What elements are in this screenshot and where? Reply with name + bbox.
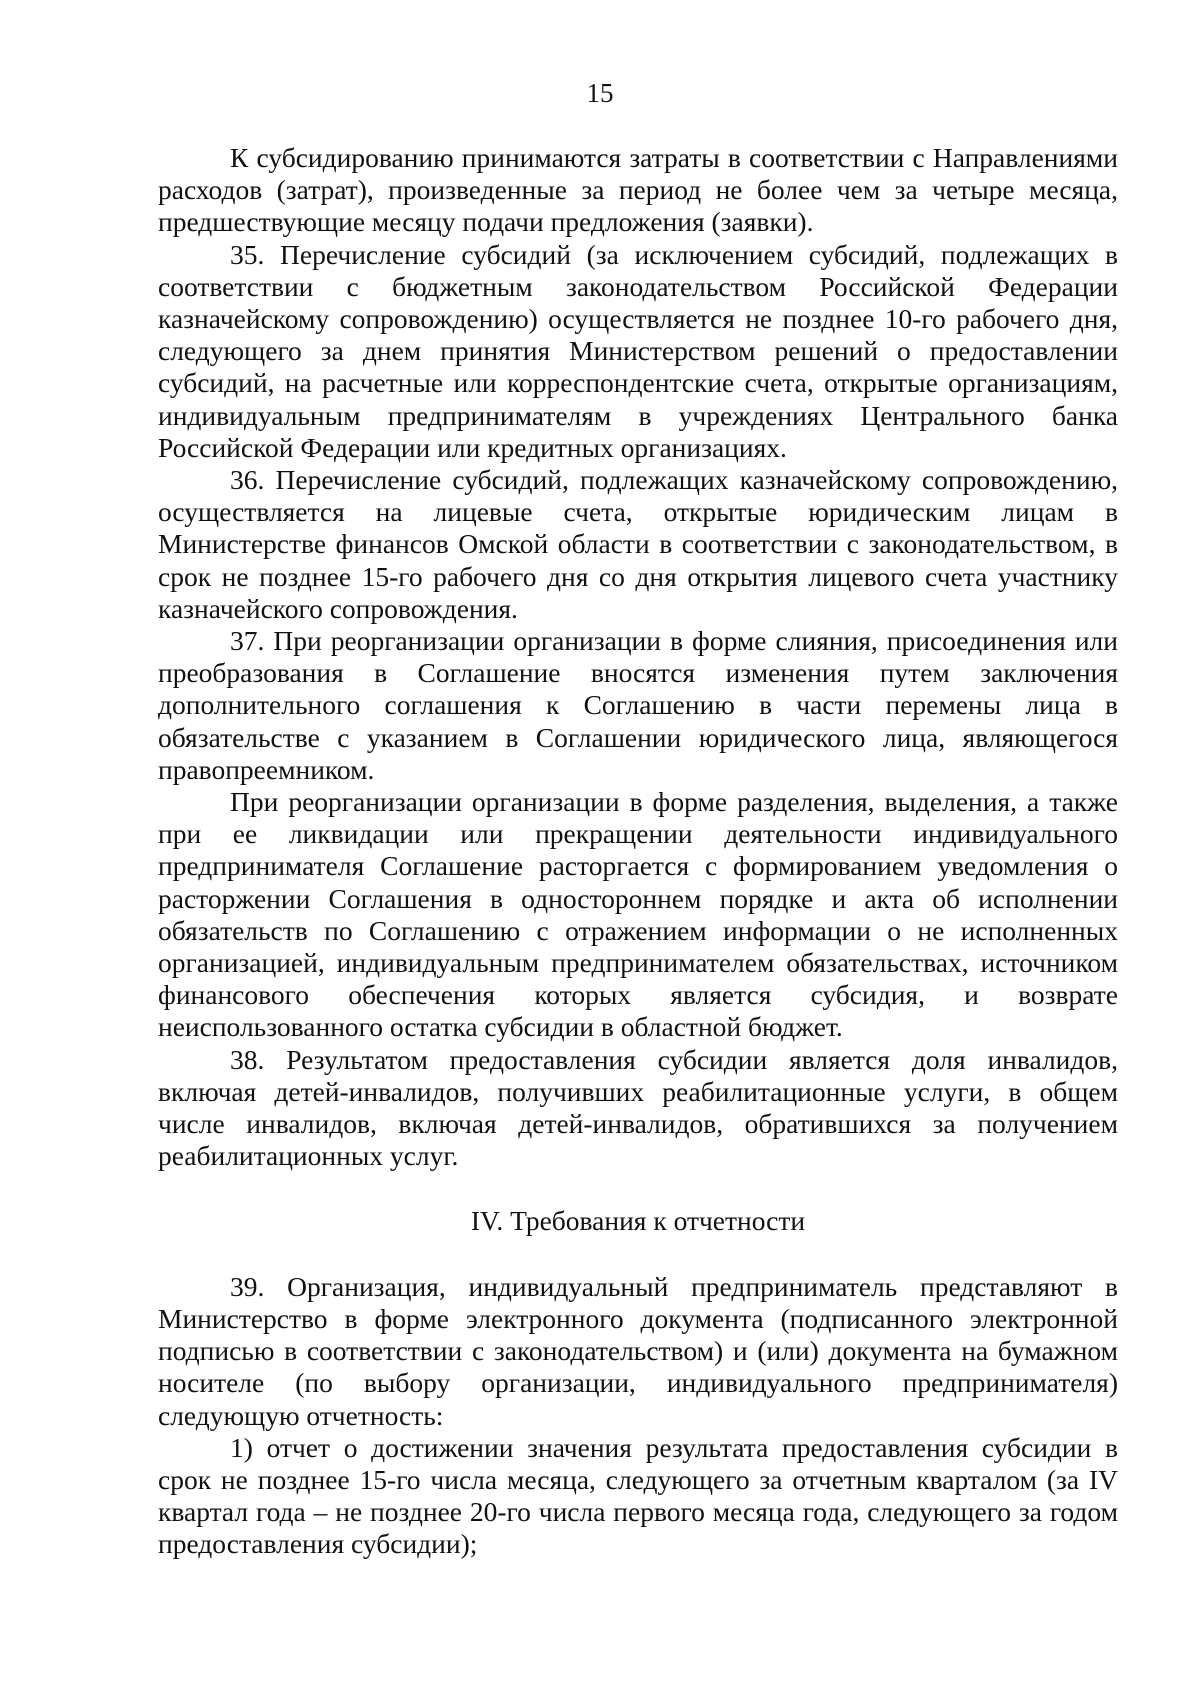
document-body	[158, 142, 1118, 1561]
paragraph-36: 36. Перечисление субсидий, подлежащих казначейскому сопровождению, осуществляется на лицевые счета, открытые юридическим лицам в Министерстве финансов Омской области в соответствии с законодательством, в срок не позднее 15-го рабочего дня со дня открытия лицевого счета участнику казначейского сопровождения.	[158, 464, 1118, 624]
page-number: 15	[586, 78, 614, 108]
paragraph-37-reorganization: При реорганизации организации в форме разделения, выделения, а также при ее ликвидации или прекращении деятельности индивидуального предпринимателя Соглашение расторгается с формированием уведомления о расторжении Соглашения в одностороннем порядке и акта об исполнении обязательств по Соглашению с отражением информации о не исполненных организацией, индивидуальным предпринимателем обязательствах, источником финансового обеспечения которых является субсидия, и возврате неиспользованного остатка субсидии в областной бюджет.	[158, 786, 1118, 1043]
paragraph-39: 39. Организация, индивидуальный предприниматель представляют в Министерство в форме электронного документа (подписанного электронной подписью в соответствии с законодательством) и (или) документа на бумажном носителе (по выбору организации, индивидуального предпринимателя) следующую отчетность:	[158, 1270, 1118, 1431]
paragraph-37: 37. При реорганизации организации в форме слияния, присоединения или преобразования в Соглашение вносятся изменения путем заключения дополнительного соглашения к Соглашению в части перемены лица в обязательстве с указанием в Соглашении юридического лица, являющегося правопреемником.	[158, 625, 1118, 785]
paragraph-35: 35. Перечисление субсидий (за исключением субсидий, подлежащих в соответствии с бюджетным законодательством Российской Федерации казначейскому сопровождению) осуществляется не позднее 10-го рабочего дня, следующего за днем принятия Министерством решений о предоставлении субсидий, на расчетные или корреспондентские счета, открытые организациям, индивидуальным предпринимателям в учреждениях Центрального банка Российской Федерации или кредитных организациях.	[158, 238, 1118, 463]
paragraph-38: 38. Результатом предоставления субсидии является доля инвалидов, включая детей-инвалидов, получивших реабилитационные услуги, в общем числе инвалидов, включая детей-инвалидов, обратившихся за получением реабилитационных услуг.	[158, 1043, 1118, 1172]
section-heading: IV. Требования к отчетности	[470, 1204, 806, 1236]
paragraph-subsidy-costs: К субсидированию принимаются затраты в соответствии с Направлениями расходов (затрат), произведенные за период не более чем за четыре месяца, предшествующие месяцу подачи предложения (заявки).	[158, 142, 1118, 238]
paragraph-39-item-1: 1) отчет о достижении значения результата предоставления субсидии в срок не позднее 15-го числа месяца, следующего за отчетным кварталом (за IV квартал года – не позднее 20-го числа первого месяца года, следующего за годом предоставления субсидии);	[158, 1431, 1118, 1560]
